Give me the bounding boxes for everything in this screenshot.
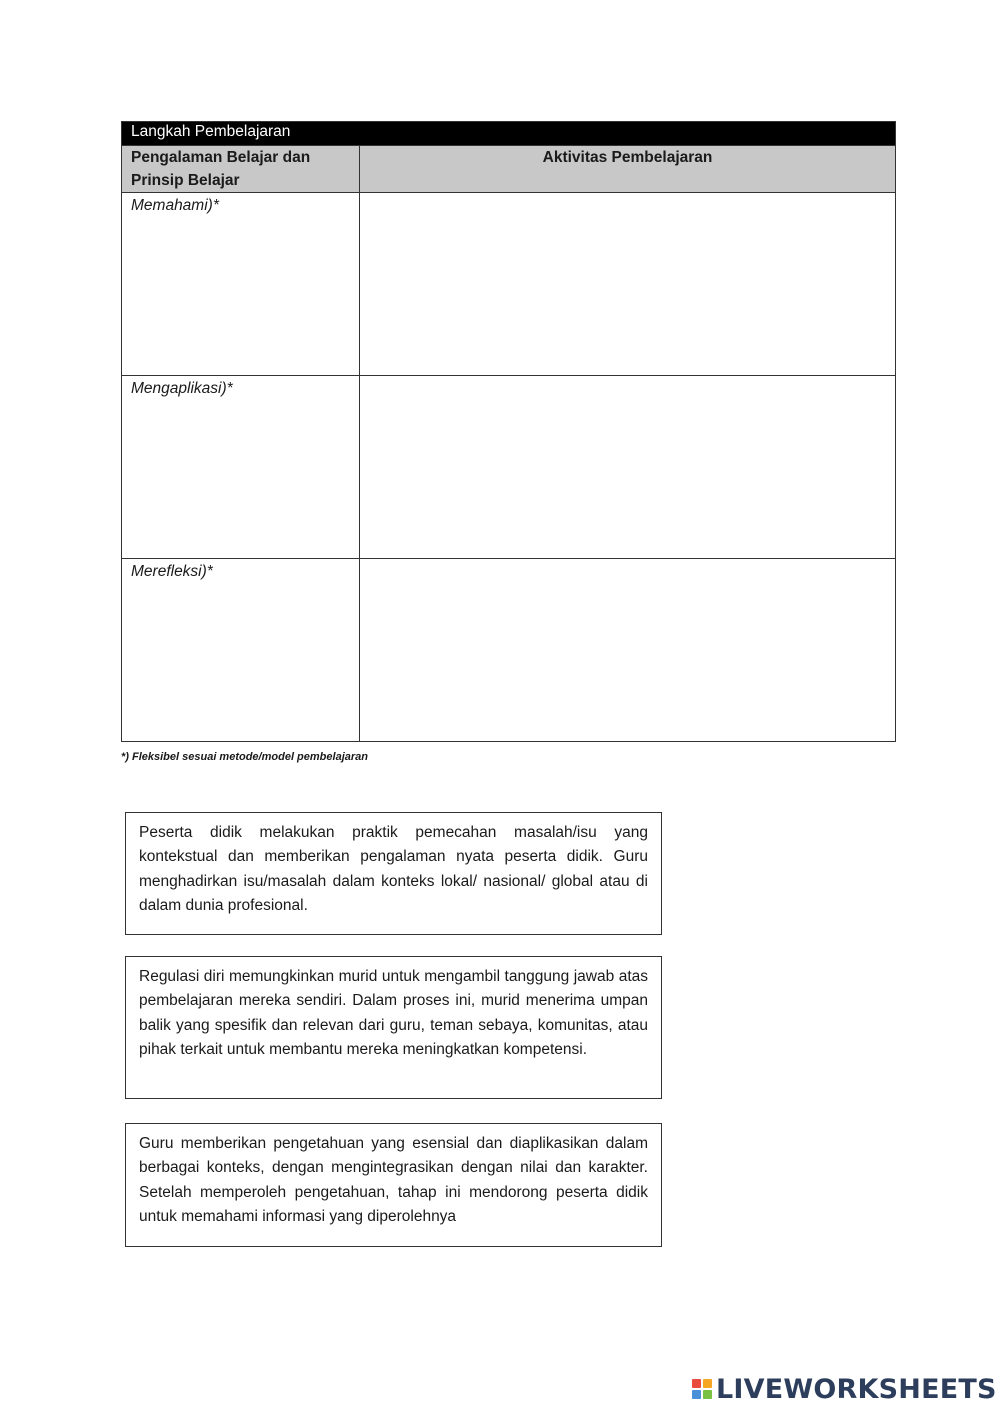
lesson-steps-table-container (121, 121, 895, 742)
drop-zone-memahami[interactable] (360, 193, 896, 376)
brand-name: LIVEWORKSHEETS (716, 1373, 997, 1405)
table-title-row (122, 122, 896, 146)
draggable-text-box-1[interactable]: Peserta didik melakukan praktik pemecahan masalah/isu yang kontekstual dan memberikan pengalaman nyata peserta didik. Guru menghadirkan isu/masalah dalam konteks lokal/ nasional/ global atau di dalam dunia profesional. (125, 812, 662, 935)
draggable-text-box-3[interactable]: Guru memberikan pengetahuan yang esensial dan diaplikasikan dalam berbagai konteks, dengan mengintegrasikan dengan nilai dan karakter. Setelah memperoleh pengetahuan, tahap ini mendorong peserta didik untuk memahami informasi yang diperolehnya (125, 1123, 662, 1247)
logo-block (692, 1379, 701, 1388)
row-label-mengaplikasi: Mengaplikasi)* (122, 376, 360, 559)
table-header-row (122, 146, 896, 193)
drop-zone-mengaplikasi[interactable] (360, 376, 896, 559)
logo-block (703, 1379, 712, 1388)
table-title: Langkah Pembelajaran (122, 122, 896, 146)
footnote: *) Fleksibel sesuai metode/model pembelajaran (121, 751, 368, 763)
row-label-memahami: Memahami)* (122, 193, 360, 376)
logo-blocks-icon (692, 1379, 712, 1399)
logo-block (703, 1390, 712, 1399)
table-row (122, 193, 896, 376)
header-learning-activities: Aktivitas Pembelajaran (360, 146, 896, 193)
logo-block (692, 1390, 701, 1399)
table-row (122, 559, 896, 742)
drop-zone-merefleksi[interactable] (360, 559, 896, 742)
liveworksheets-logo (692, 1373, 997, 1405)
draggable-text-box-2[interactable]: Regulasi diri memungkinkan murid untuk mengambil tanggung jawab atas pembelajaran mereka sendiri. Dalam proses ini, murid menerima umpan balik yang spesifik dan relevan dari guru, teman sebaya, komunitas, atau pihak terkait untuk membantu mereka meningkatkan kompetensi. (125, 956, 662, 1099)
table-row (122, 376, 896, 559)
row-label-merefleksi: Merefleksi)* (122, 559, 360, 742)
header-learning-experience: Pengalaman Belajar dan Prinsip Belajar (122, 146, 360, 193)
lesson-steps-table (121, 121, 896, 742)
